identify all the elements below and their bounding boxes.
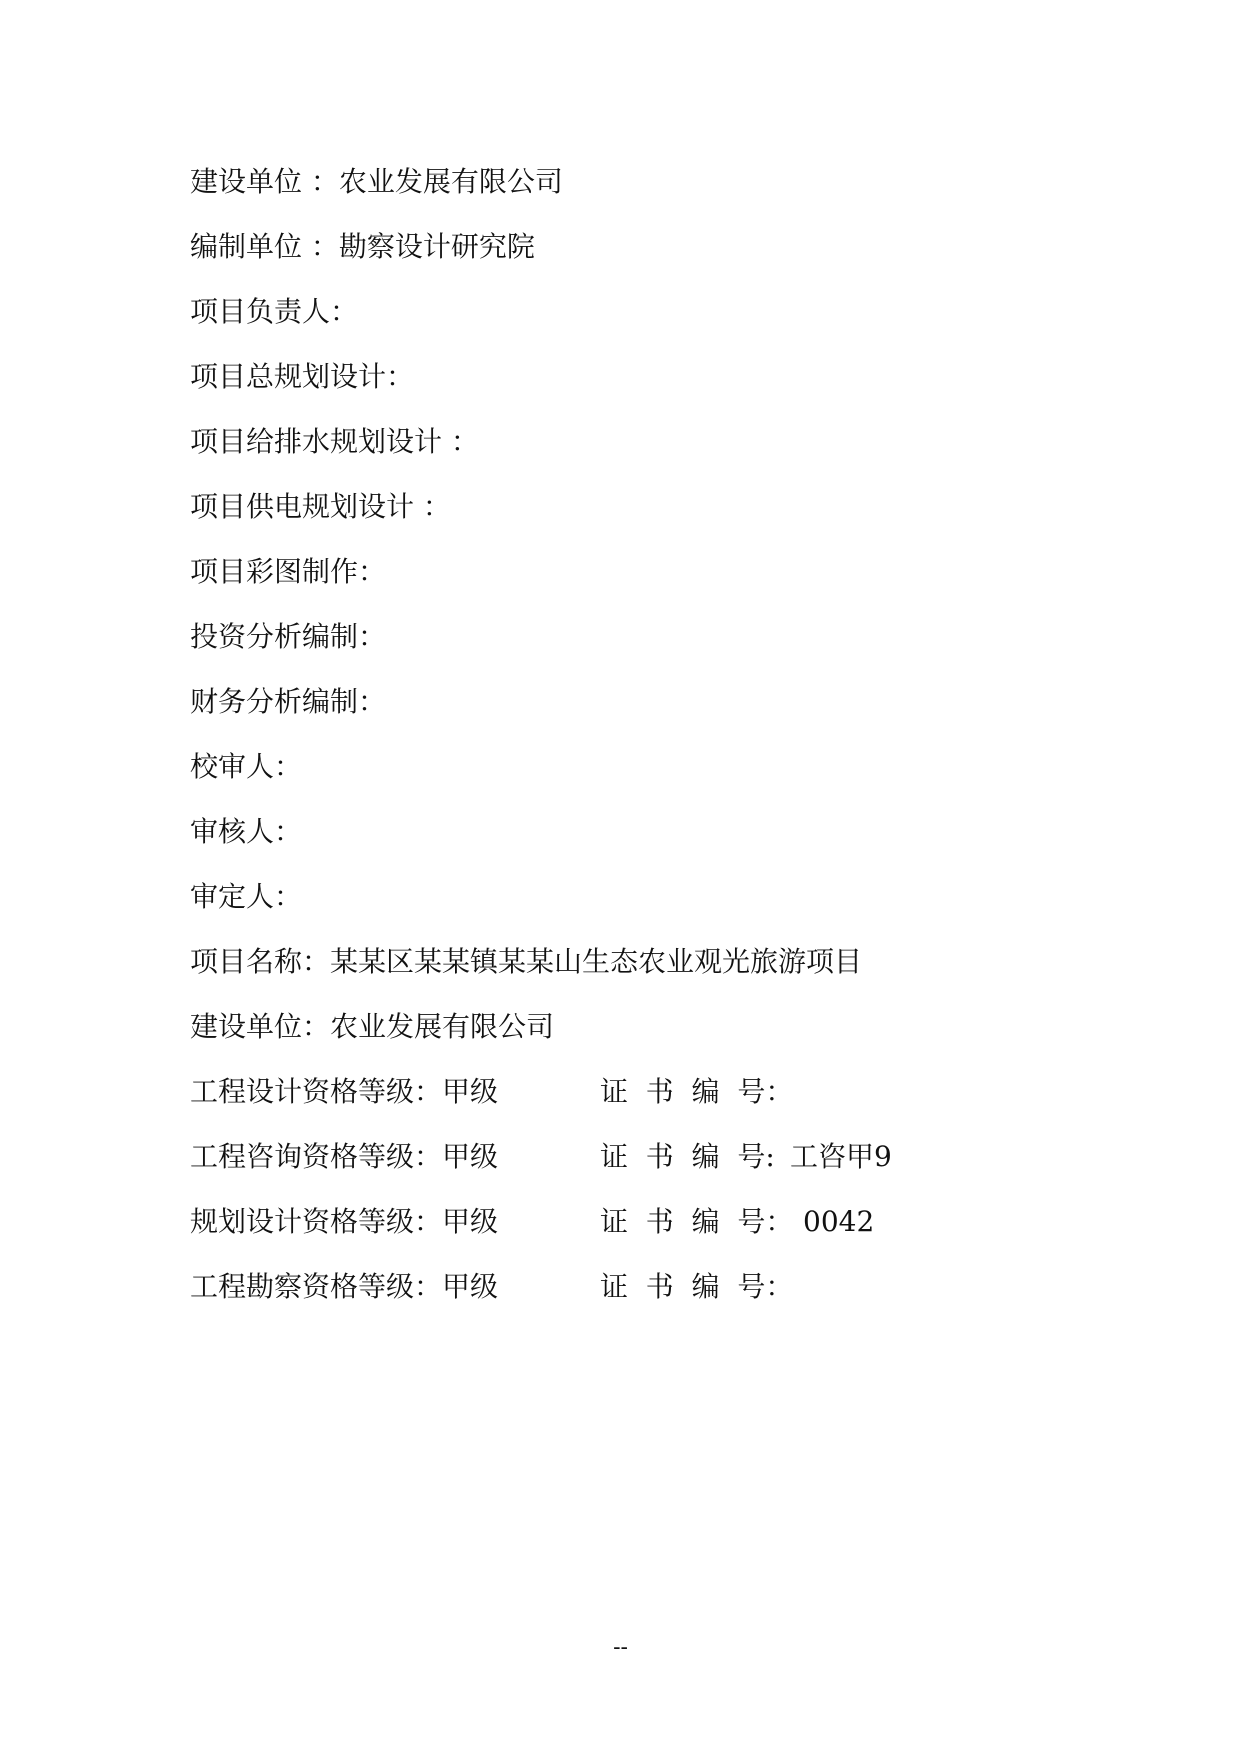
qualification-label: 工程勘察资格等级：甲级 (190, 1270, 499, 1303)
investment-analysis-line: 投资分析编制： (190, 620, 387, 653)
page-footer: -- (613, 1635, 628, 1660)
certificate-number-label: 证 书 编 号： (600, 1075, 794, 1108)
approver-line: 审定人： (190, 880, 303, 913)
water-supply-planning-line: 项目给排水规划设计 ： (190, 425, 479, 458)
project-leader-line: 项目负责人： (190, 295, 359, 328)
certificate-number-label: 证 书 编 号： (600, 1270, 794, 1303)
certificate-number-label: 证 书 编 号: (600, 1140, 775, 1173)
certificate-number-value: 0042 (803, 1205, 875, 1238)
qualification-label: 工程设计资格等级：甲级 (190, 1075, 499, 1108)
financial-analysis-line: 财务分析编制： (190, 685, 387, 718)
proofreader-line: 校审人： (190, 750, 303, 783)
reviewer-line: 审核人： (190, 815, 303, 848)
qualification-label: 工程咨询资格等级：甲级 (190, 1140, 499, 1173)
compiling-unit-line: 编制单位 ：勘察设计研究院 (190, 230, 535, 263)
power-supply-planning-line: 项目供电规划设计 ： (190, 490, 451, 523)
certificate-number-label: 证 书 编 号： (600, 1205, 794, 1238)
qualification-label: 规划设计资格等级：甲级 (190, 1205, 499, 1238)
master-planning-line: 项目总规划设计： (190, 360, 415, 393)
construction-unit-line-2: 建设单位：农业发展有限公司 (190, 1010, 555, 1043)
color-drawing-line: 项目彩图制作： (190, 555, 387, 588)
construction-unit-line: 建设单位 ：农业发展有限公司 (190, 165, 563, 198)
certificate-number-value: 工咨甲9 (790, 1140, 892, 1173)
project-name-line: 项目名称：某某区某某镇某某山生态农业观光旅游项目 (190, 945, 863, 978)
